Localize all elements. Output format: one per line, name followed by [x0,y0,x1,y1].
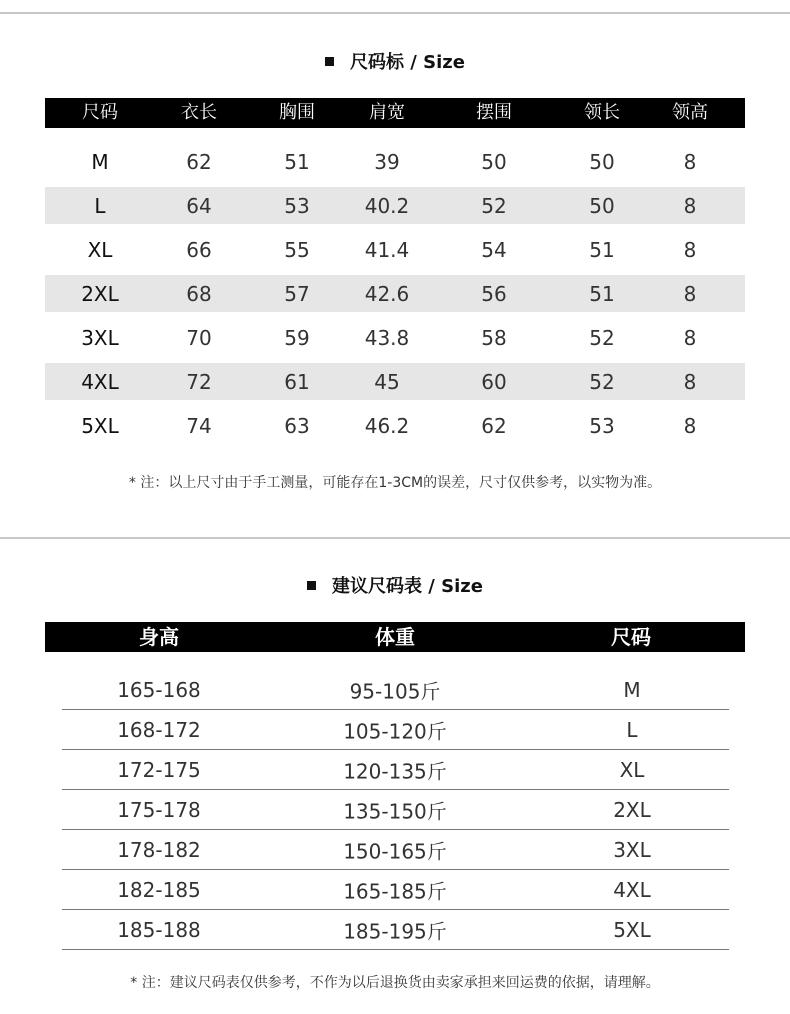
header-cell: 肩宽 [369,102,405,123]
table-cell: 95-105斤 [349,679,441,703]
table-cell: 172-175 [117,757,201,782]
size-chart-title [0,48,790,74]
table-cell: 52 [589,369,615,394]
table-cell: 2XL [81,281,119,306]
table-row [45,404,745,448]
table-cell: 54 [481,238,507,262]
table-row [45,187,745,224]
table-cell: 43.8 [364,326,410,350]
table-cell: XL [87,238,113,262]
table-cell: 50 [481,150,507,174]
header-cell: 胸围 [279,102,315,123]
table-cell: 2XL [613,797,651,822]
table-header-row [45,98,745,128]
table-cell: 8 [683,193,697,218]
table-row [45,316,745,360]
table-cell: 5XL [81,414,119,438]
table-cell: 52 [589,326,615,350]
table-cell: 168-172 [117,717,201,742]
table-row [62,790,729,830]
recommended-size-table [45,622,745,943]
table-cell: 3XL [81,326,119,350]
table-cell: 39 [374,150,400,174]
table-row [45,363,745,400]
square-bullet-icon [307,581,316,590]
table-cell: 51 [284,150,310,174]
table-row [45,275,745,312]
table-cell: 41.4 [364,238,410,262]
header-cell: 尺码 [611,625,651,649]
table-cell: 40.2 [364,193,410,218]
table-cell: 60 [481,369,507,394]
table-cell: 120-135斤 [343,759,447,783]
table-row [62,710,729,750]
table-cell: 61 [284,369,310,394]
recommendation-note: * 注：建议尺码表仅供参考，不作为以后退换货由卖家承担来回运费的依据，请理解。 [130,975,660,991]
table-body [62,670,729,950]
table-cell: XL [619,757,645,782]
middle-divider [0,537,790,539]
table-cell: 63 [284,414,310,438]
table-header-row [45,622,745,652]
recommended-size-title-text: 建议尺码表 / Size [332,576,483,597]
table-cell: 185-195斤 [343,919,447,943]
table-cell: 135-150斤 [343,799,447,823]
table-row [62,910,729,950]
table-cell: 56 [481,281,507,306]
header-cell: 衣长 [181,102,217,123]
table-row [62,830,729,870]
table-cell: 50 [589,193,615,218]
table-cell: 8 [683,369,697,394]
table-cell: 165-168 [117,677,201,702]
table-cell: 8 [683,150,697,174]
table-cell: 51 [589,281,615,306]
table-cell: 62 [186,150,212,174]
table-cell: 175-178 [117,797,201,822]
header-cell: 尺码 [82,102,118,123]
table-row [62,670,729,710]
table-cell: 8 [683,238,697,262]
table-cell: L [94,193,106,218]
table-row [62,750,729,790]
header-cell: 身高 [139,625,179,649]
table-cell: 165-185斤 [343,879,447,903]
table-cell: 8 [683,414,697,438]
table-cell: 57 [284,281,310,306]
table-cell: 3XL [613,837,651,862]
table-cell: 51 [589,238,615,262]
table-cell: 46.2 [364,414,410,438]
table-cell: 53 [284,193,310,218]
table-cell: 178-182 [117,837,201,862]
table-cell: 5XL [613,917,651,942]
table-cell: 55 [284,238,310,262]
table-cell: 70 [186,326,212,350]
table-row [45,228,745,272]
table-cell: L [626,717,638,742]
header-cell: 领长 [584,102,620,123]
table-cell: 53 [589,414,615,438]
header-cell: 体重 [375,625,415,649]
size-chart-title-text: 尺码标 / Size [350,52,465,73]
table-cell: 64 [186,193,212,218]
table-cell: 185-188 [117,917,201,942]
table-body [45,140,745,448]
table-cell: 150-165斤 [343,839,447,863]
table-cell: 59 [284,326,310,350]
size-measurement-table [45,98,745,448]
table-cell: 52 [481,193,507,218]
table-cell: 68 [186,281,212,306]
table-cell: M [91,150,109,174]
square-bullet-icon [325,57,334,66]
header-cell: 领高 [672,102,708,123]
table-cell: 105-120斤 [343,719,447,743]
table-cell: 66 [186,238,212,262]
table-row [62,870,729,910]
table-row [45,140,745,184]
table-cell: 182-185 [117,877,201,902]
table-cell: 58 [481,326,507,350]
table-cell: 4XL [81,369,119,394]
recommended-size-title [0,572,790,598]
table-cell: M [623,677,641,702]
measurement-note: * 注：以上尺寸由于手工测量，可能存在1-3CM的误差，尺寸仅供参考，以实物为准。 [128,475,662,491]
table-cell: 62 [481,414,507,438]
table-cell: 8 [683,326,697,350]
header-cell: 摆围 [476,102,512,123]
table-cell: 8 [683,281,697,306]
table-cell: 45 [374,369,400,394]
table-cell: 50 [589,150,615,174]
table-cell: 72 [186,369,212,394]
top-divider [0,12,790,14]
table-cell: 74 [186,414,212,438]
table-cell: 42.6 [364,281,410,306]
table-cell: 4XL [613,877,651,902]
